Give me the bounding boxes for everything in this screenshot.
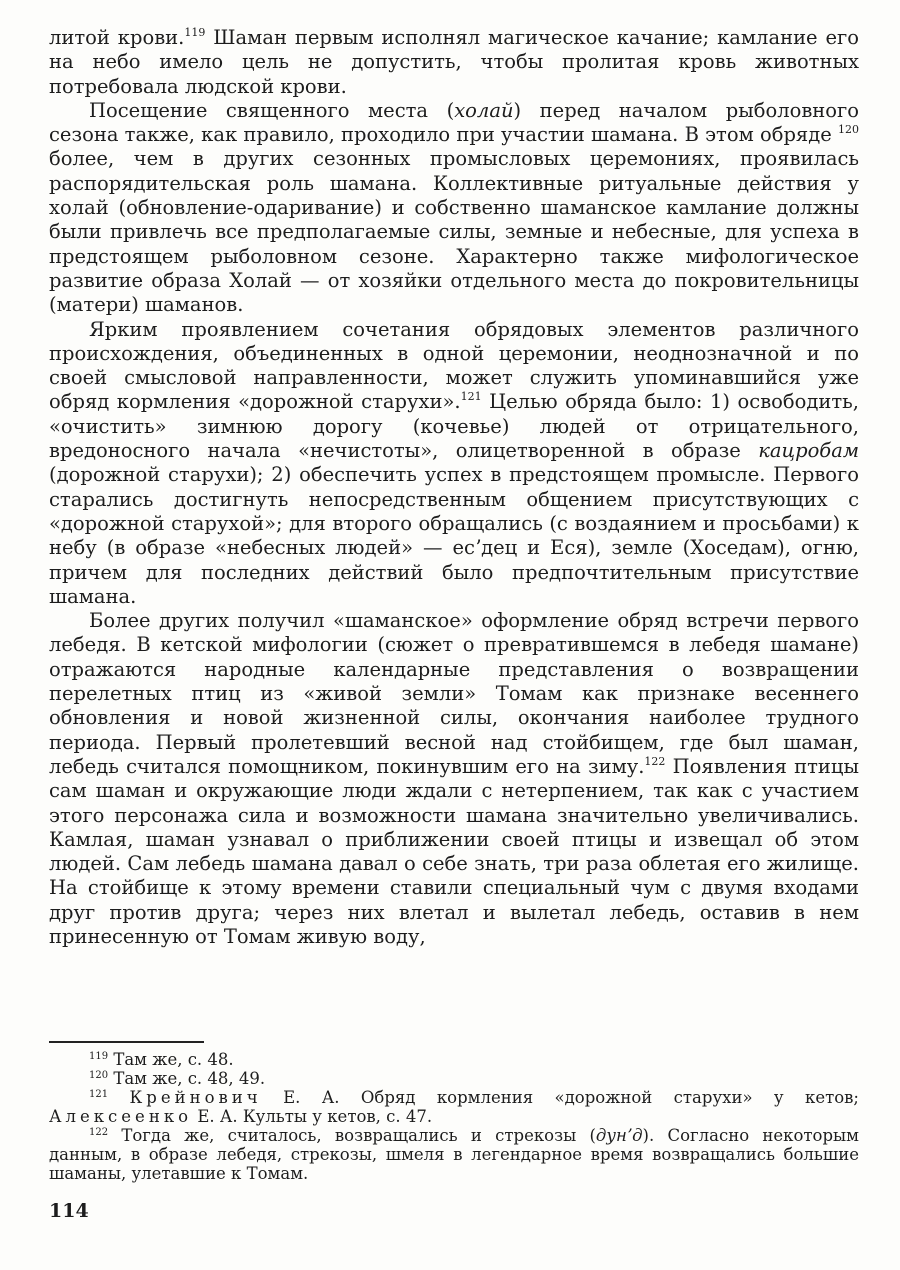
footnote-text: Там же, с. 48, 49. (108, 1069, 266, 1088)
footnote-ref: 119 (184, 26, 206, 39)
emphasis-term: дунʼд (595, 1126, 643, 1145)
footnote-text: Е. А. Культы у кетов, с. 47. (192, 1107, 433, 1126)
paragraph-text: ) перед началом рыболовного сезона также, как правило, проходило при участии шамана. В этом обряде (49, 98, 859, 147)
footnote-ref: 121 (460, 390, 482, 404)
footnote-122 (49, 1126, 859, 1183)
footnote-author: Алексеенко (49, 1107, 193, 1126)
paragraph-1 (49, 26, 859, 99)
footnote-121 (49, 1088, 859, 1126)
paragraph-text: Посещение священного места ( (89, 98, 455, 122)
paragraph-2 (49, 99, 859, 318)
footnotes (49, 1050, 859, 1183)
paragraph-text: (дорожной старухи); 2) обеспечить успех в предстоящем промысле. Первого старались достигнуть непосредственным общением присутствующих с «дорожной старухой»; для второго обращались (с воздаянием и просьбами) к небу (в образе «небесных людей» — есʼдец и Еся), земле (Хоседам), огню, причем для последних действий было предпочтительным присутствие шамана. (49, 463, 859, 608)
emphasis-term: холай (454, 98, 514, 122)
footnote-text: Там же, с. 48. (108, 1050, 234, 1069)
paragraph-text: Появления птицы сам шаман и окружающие люди ждали с нетерпением, так как с участием этого персонажа сила и возможности шамана значительно увеличивались. Камлая, шаман узнавал о приближении своей птицы и извещал об этом людей. Сам лебедь шамана давал о себе знать, три раза облетая его жилище. На стойбище к этому времени ставили специальный чум с двумя входами друг против друга; через них влетал и вылетал лебедь, оставив в нем принесенную от Томам живую воду, (49, 754, 859, 948)
paragraph-text: Шаман первым исполнял магическое качание; камлание его на небо имело цель не допустить, чтобы пролитая кровь животных потребовала людской крови. (49, 26, 859, 98)
page-number: 114 (49, 1200, 89, 1222)
footnote-number: 119 (89, 1051, 109, 1062)
footnote-number: 122 (89, 1127, 109, 1138)
footnote-number: 121 (89, 1089, 109, 1100)
footnote-text: Тогда же, считалось, возвращались и стрекозы ( (108, 1126, 596, 1145)
footnote-119 (49, 1050, 859, 1069)
paragraph-3 (49, 318, 859, 610)
paragraph-text: Ярким проявлением сочетания обрядовых элементов различного происхождения, объединенных в одной церемонии, неоднозначной и по своей смысловой направленности, может служить упоминавшийся уже обряд кормления «дорожной старухи». (49, 317, 859, 414)
emphasis-term: кацробам (758, 439, 859, 463)
footnote-ref: 120 (838, 123, 859, 137)
footnote-text: ). Согласно некоторым данным, в образе лебедя, стрекозы, шмеля в легендарное время возвращались большие шаманы, улетавшие к Томам. (49, 1126, 860, 1183)
footnote-author: Крейнович (129, 1088, 262, 1107)
paragraph-4 (49, 609, 859, 949)
footnote-number: 120 (89, 1070, 109, 1081)
paragraph-text: Более других получил «шаманское» оформление обряд встречи первого лебедя. В кетской мифологии (сюжет о превратившемся в лебедя шамане) отражаются народные календарные представления о возвращении перелетных птиц из «живой земли» Томам как признаке весеннего обновления и новой жизненной силы, окончания наиболее трудного периода. Первый пролетевший весной над стойбищем, где был шаман, лебедь считался помощником, покинувшим его на зиму. (49, 609, 859, 778)
paragraph-text: Целью обряда было: 1) освободить, «очистить» зимнюю дорогу (кочевье) людей от отрицательного, вредоносного начала «нечистоты», олицетворенной в образе (49, 390, 859, 463)
footnote-ref: 122 (644, 754, 666, 768)
footnote-divider (49, 1041, 204, 1043)
paragraph-text: литой крови. (49, 26, 185, 49)
main-text (49, 26, 859, 949)
footnote-text: Е. А. Обряд кормления «дорожной старухи» у кетов; (261, 1088, 859, 1107)
paragraph-text: более, чем в других сезонных промысловых церемониях, проявилась распорядительская роль шамана. Коллективные ритуальные действия у холай (обновление-одаривание) и собственно шаманское камлание должны были привлечь все предполагаемые силы, земные и небесные, для успеха в предстоящем рыболовном сезоне. Характерно также мифологическое развитие образа Холай — от хозяйки отдельного места до покровительницы (матери) шаманов. (49, 147, 859, 317)
footnote-120 (49, 1069, 859, 1088)
